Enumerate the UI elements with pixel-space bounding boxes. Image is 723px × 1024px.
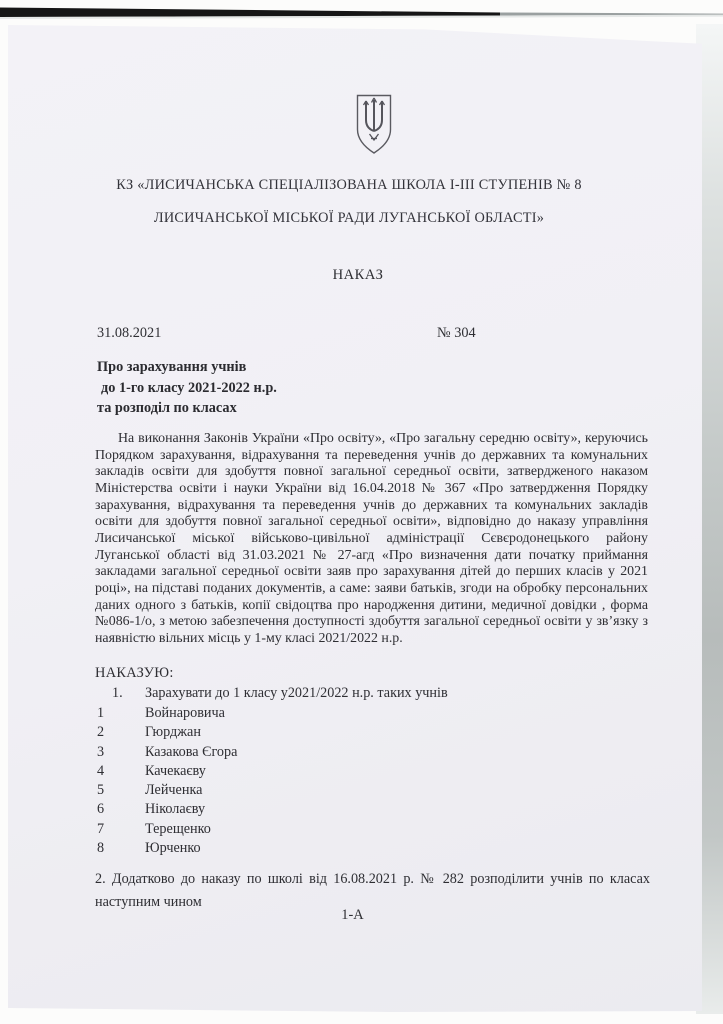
student-row (97, 705, 237, 724)
doc-subject (97, 357, 277, 419)
student-number: 7 (97, 820, 105, 837)
student-number: 3 (97, 743, 105, 760)
subject-line-3: та розподіл по класах (97, 400, 237, 416)
student-number: 1 (97, 705, 105, 721)
student-number: 6 (97, 801, 105, 818)
trident-emblem-icon (353, 92, 395, 162)
student-number: 2 (97, 724, 105, 741)
student-row (97, 744, 237, 763)
order-item-1-number: 1. (112, 685, 123, 701)
order-heading: НАКАЗУЮ: (95, 665, 174, 681)
student-number: 8 (97, 840, 105, 857)
class-heading: 1-А (341, 907, 364, 923)
org-name-line1: КЗ «ЛИСИЧАНСЬКА СПЕЦІАЛІЗОВАНА ШКОЛА І-ІІІ СТУПЕНІВ № 8 (116, 177, 582, 193)
student-row (97, 782, 237, 801)
subject-line-2: до 1-го класу 2021-2022 н.р. (101, 379, 277, 396)
order-item-1-text: Зарахувати до 1 класу у2021/2022 н.р. таких учнів (145, 685, 448, 701)
doc-date: 31.08.2021 (97, 325, 162, 341)
student-name: Лейченка (145, 782, 203, 799)
student-name: Терещенко (145, 820, 211, 837)
student-number: 5 (97, 782, 105, 799)
student-row (97, 763, 237, 782)
student-row (97, 801, 237, 820)
student-list (97, 705, 237, 859)
preamble-paragraph: На виконання Законів України «Про освіту», «Про загальну середню освіту», керуючись Порядком зарахування, відрахування та переведення учнів до державних та комунальних закладів освіти для здобуття повної загальної середньої освіти, затвердженого наказом Міністерства освіти і науки України від 16.04.2018 № 367 «Про затвердження Порядку зарахування, відрахування та переведення учнів до державних та комунальних закладів освіти для здобуття повної загальної середньої освіти», відповідно до наказу управління Лисичанської міської військово-цивільної адміністрації Сєвєродонецького району Луганської області від 31.03.2021 № 27-агд «Про визначення дати початку приймання закладами загальної середньої освіти заяв про зарахування дітей до перших класів у 2021 році», на підставі поданих документів, а саме: заяви батьків, згоди на обробку персональних даних одного з батьків, копії свідоцтва про народження дитини, медичної довідки , форма №086-1/о, з метою забезпечення доступності здобуття загальної середньої освіти у зв’язку з наявністю вільних місць у 1-му класі 2021/2022 н.р. (95, 431, 648, 646)
student-number: 4 (97, 762, 105, 779)
page-edge-shadow-line (0, 0, 723, 24)
student-name: Гюрджан (145, 724, 201, 741)
order-item-2: 2. Додатково до наказу по школі від 16.08.2021 р. № 282 розподілити учнів по класах наступним чином (95, 871, 650, 910)
doc-type-title: НАКАЗ (332, 267, 384, 283)
student-name: Юрченко (145, 840, 201, 857)
doc-number: № 304 (437, 325, 476, 341)
org-name-line2: ЛИСИЧАНСЬКОЇ МІСЬКОЇ РАДИ ЛУГАНСЬКОЇ ОБЛАСТІ» (153, 210, 545, 226)
order-item-1 (112, 685, 448, 702)
student-name: Ніколаєву (145, 801, 206, 818)
student-row (97, 724, 237, 743)
subject-line-1: Про зарахування учнів (97, 359, 247, 375)
student-name: Качекаєву (145, 762, 206, 779)
student-row (97, 840, 237, 859)
student-name: Войнаровича (145, 705, 225, 721)
student-name: Казакова Єгора (145, 743, 238, 760)
student-row (97, 821, 237, 840)
